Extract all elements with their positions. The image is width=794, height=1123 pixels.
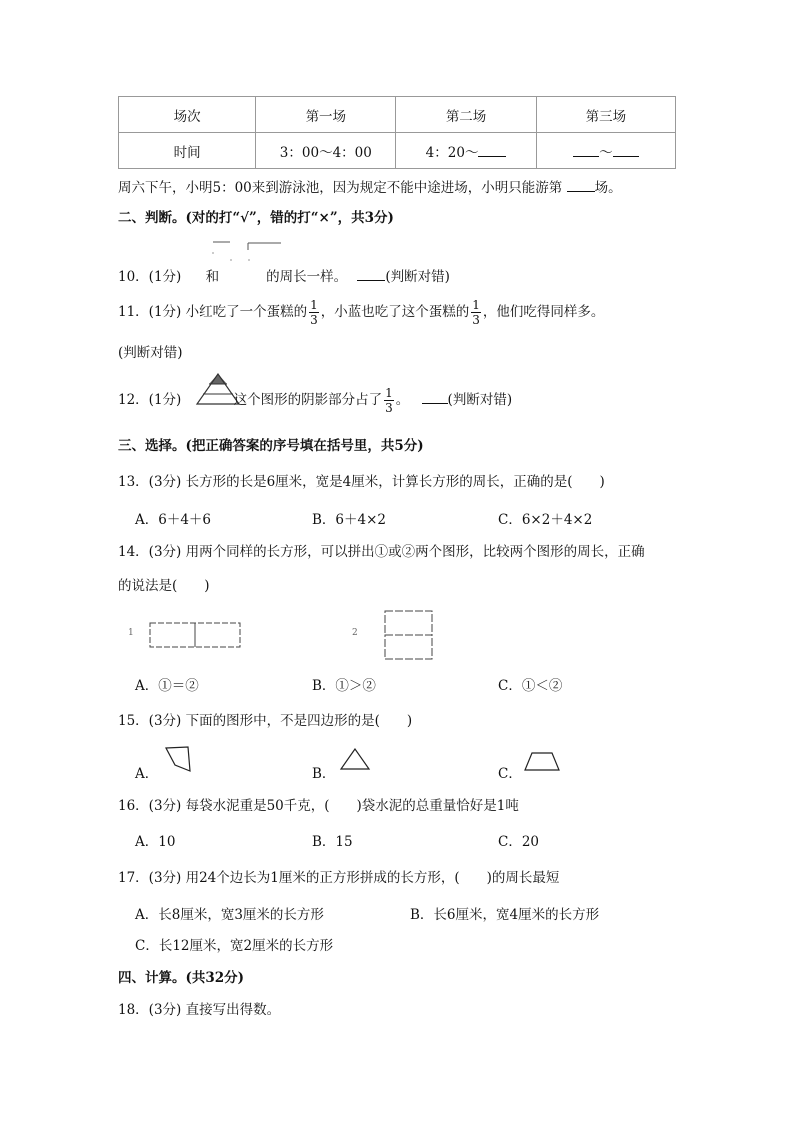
rectangles-figure-1 bbox=[148, 620, 244, 650]
answer-blank[interactable] bbox=[567, 179, 595, 192]
trapezoid-shape bbox=[523, 750, 563, 774]
time-text: 4：20～ bbox=[425, 144, 479, 161]
table-row bbox=[119, 133, 676, 169]
time-text: ～ bbox=[599, 144, 613, 161]
option-c[interactable]: C．长12厘米，宽2厘米的长方形 bbox=[135, 938, 334, 954]
fraction: $\frac{1}{3}$ bbox=[385, 386, 393, 415]
question-15: 15．(3分) 下面的图形中，不是四边形的是( ) bbox=[118, 713, 413, 729]
question-17: 17．(3分) 用24个边长为1厘米的正方形拼成的长方形，( )的周长最短 bbox=[118, 870, 560, 886]
option-c[interactable]: C．6×2＋4×2 bbox=[498, 512, 593, 528]
table-row bbox=[119, 97, 676, 133]
table-header: 第二场 bbox=[396, 97, 536, 133]
table-header: 第三场 bbox=[536, 97, 675, 133]
option-b[interactable]: B．15 bbox=[312, 834, 353, 850]
answer-blank[interactable] bbox=[422, 391, 448, 404]
answer-blank[interactable] bbox=[613, 144, 639, 157]
answer-blank[interactable] bbox=[573, 144, 599, 157]
section-title: 二、判断。(对的打“√”，错的打“×”，共3分) bbox=[118, 210, 394, 226]
question-9-tail: 周六下午，小明5：00来到游泳池，因为规定不能中途进场，小明只能游第 场。 bbox=[118, 180, 622, 196]
fraction: $\frac{1}{3}$ bbox=[472, 298, 480, 327]
option-b[interactable]: B．6＋4×2 bbox=[312, 512, 386, 528]
option-b[interactable]: B． bbox=[312, 766, 336, 782]
option-b[interactable]: B．①＞② bbox=[312, 678, 376, 694]
question-11: 11．(1分) 小红吃了一个蛋糕的 $\frac{1}{3}$ ，小蓝也吃了这个蛋糕的 $\frac{1}{3}$ ，他们吃得同样多。 bbox=[118, 298, 605, 327]
option-c[interactable]: C．20 bbox=[498, 834, 540, 850]
question-14-line2: 的说法是( ) bbox=[118, 578, 210, 594]
triangle-shape bbox=[338, 747, 372, 773]
fraction: $\frac{1}{3}$ bbox=[310, 298, 318, 327]
question-10: 10．(1分) 和 的周长一样。 (判断对错) bbox=[118, 269, 450, 285]
quadrilateral-shape bbox=[163, 745, 193, 775]
schedule-table bbox=[118, 96, 676, 169]
question-14-line1: 14．(3分) 用两个同样的长方形，可以拼出①或②两个图形，比较两个图形的周长，正确 bbox=[118, 544, 645, 560]
table-cell bbox=[396, 133, 536, 169]
question-11-tail: (判断对错) bbox=[118, 345, 183, 361]
figure-label-1: 1 bbox=[128, 628, 134, 638]
option-a[interactable]: A．①＝② bbox=[135, 678, 199, 694]
option-c[interactable]: C． bbox=[498, 766, 522, 782]
rectangles-figure-2 bbox=[382, 608, 436, 664]
answer-blank[interactable] bbox=[357, 268, 385, 281]
table-header: 第一场 bbox=[256, 97, 396, 133]
section-title: 四、计算。(共32分) bbox=[118, 970, 245, 986]
option-c[interactable]: C．①＜② bbox=[498, 678, 563, 694]
option-b[interactable]: B．长6厘米，宽4厘米的长方形 bbox=[410, 907, 600, 923]
option-a[interactable]: A．长8厘米，宽3厘米的长方形 bbox=[135, 907, 324, 923]
section-title: 三、选择。(把正确答案的序号填在括号里，共5分) bbox=[118, 438, 424, 454]
question-12: 12．(1分) 这个图形的阴影部分占了 $\frac{1}{3}$ 。 (判断对错) bbox=[118, 386, 513, 415]
table-cell bbox=[536, 133, 675, 169]
question-16: 16．(3分) 每袋水泥重是50千克，( )袋水泥的总重量恰好是1吨 bbox=[118, 798, 519, 814]
question-18: 18．(3分) 直接写出得数。 bbox=[118, 1002, 281, 1018]
question-13: 13．(3分) 长方形的长是6厘米，宽是4厘米，计算长方形的周长，正确的是( ) bbox=[118, 474, 605, 490]
table-cell: 3：00～4：00 bbox=[256, 133, 396, 169]
figure-label-2: 2 bbox=[352, 628, 358, 638]
table-header: 场次 bbox=[119, 97, 256, 133]
shape-figure-1 bbox=[210, 240, 240, 264]
option-a[interactable]: A．10 bbox=[135, 834, 176, 850]
option-a[interactable]: A．6＋4＋6 bbox=[135, 512, 212, 528]
answer-blank[interactable] bbox=[478, 144, 506, 157]
table-cell: 时间 bbox=[119, 133, 256, 169]
option-a[interactable]: A． bbox=[135, 766, 159, 782]
shape-figure-2 bbox=[245, 240, 285, 264]
